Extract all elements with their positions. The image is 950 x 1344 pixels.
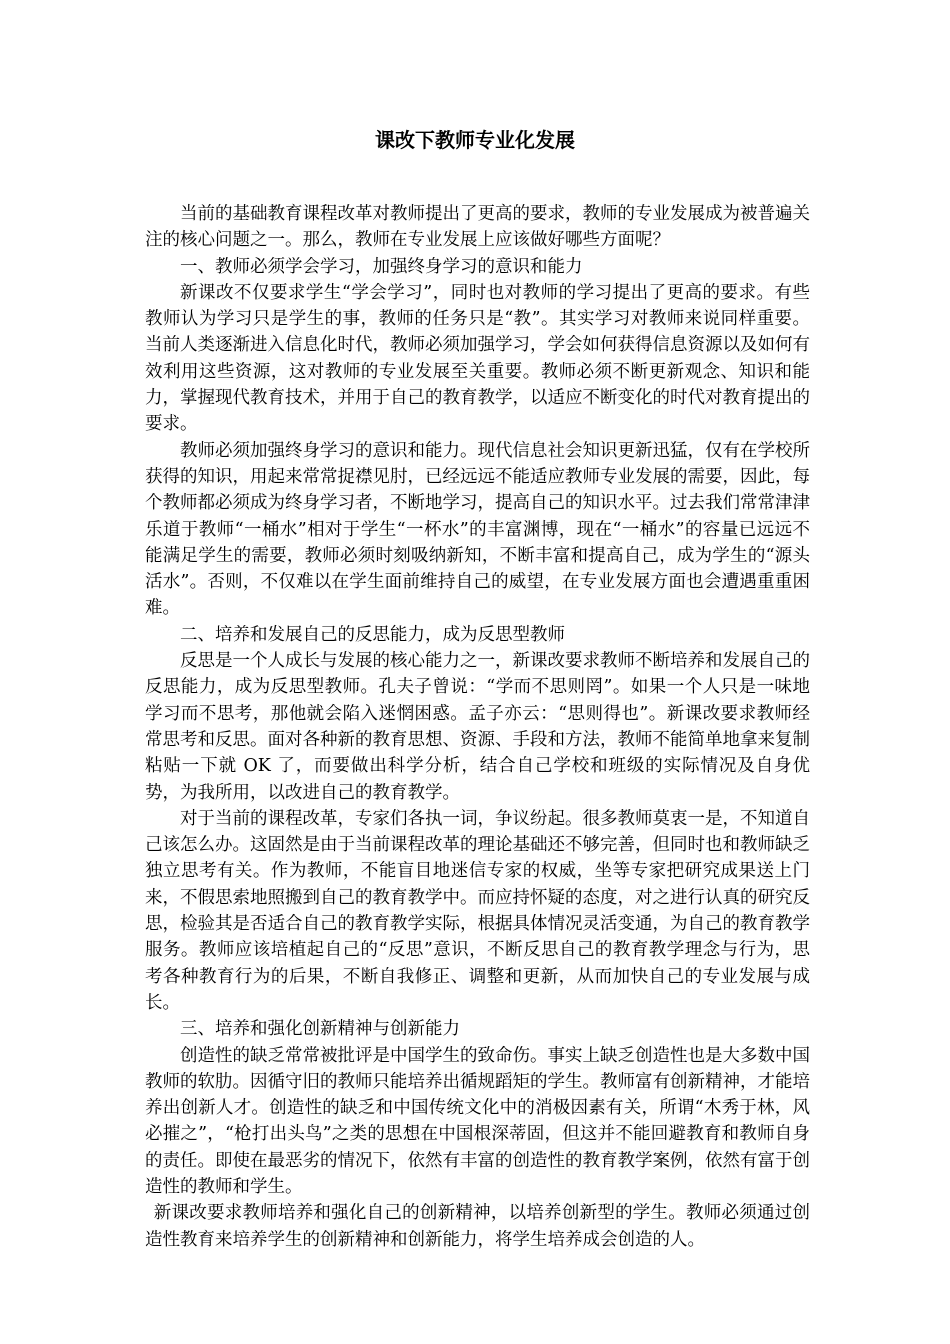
section-heading-1: 一、教师必须学会学习，加强终身学习的意识和能力 [180, 256, 583, 277]
section-heading-3: 三、培养和强化创新精神与创新能力 [180, 1019, 460, 1040]
body-paragraph: 新课改不仅要求学生“学会学习”，同时也对教师的学习提出了更高的要求。有些教师认为学习只是学生的事，教师的任务只是“教”。其实学习对教师来说同样重要。当前人类逐渐进入信息化时代，教师必须加强学习，学会如何获得信息资源以及如何有效利用这些资源，这对教师的专业发展至关重要。教师必须不断更新观念、知识和能力，掌握现代教育技术，并用于自己的教育教学，以适应不断变化的时代对教育提出的要求。 [145, 282, 810, 435]
body-paragraph: 新课改要求教师培养和强化自己的创新精神，以培养创新型的学生。教师必须通过创造性教育来培养学生的创新精神和创新能力，将学生培养成会创造的人。 [145, 1203, 810, 1250]
body-paragraph: 对于当前的课程改革，专家们各执一词，争议纷起。很多教师莫衷一是，不知道自己该怎么办。这固然是由于当前课程改革的理论基础还不够完善，但同时也和教师缺乏独立思考有关。作为教师，不能盲目地迷信专家的权威，坐等专家把研究成果送上门来，不假思索地照搬到自己的教育教学中。而应持怀疑的态度，对之进行认真的研究反思，检验其是否适合自己的教育教学实际，根据具体情况灵活变通，为自己的教育教学服务。教师应该培植起自己的“反思”意识，不断反思自己的教育教学理念与行为，思考各种教育行为的后果，不断自我修正、调整和更新，从而加快自己的专业发展与成长。 [145, 808, 810, 1013]
body-paragraph: 教师必须加强终身学习的意识和能力。现代信息社会知识更新迅猛，仅有在学校所获得的知识，用起来常常捉襟见肘，已经远远不能适应教师专业发展的需要，因此，每个教师都必须成为终身学习者，不断地学习，提高自己的知识水平。过去我们常常津津乐道于教师“一桶水”相对于学生“一杯水”的丰富渊博，现在“一桶水”的容量已远远不能满足学生的需要，教师必须时刻吸纳新知，不断丰富和提高自己，成为学生的“源头活水”。否则，不仅难以在学生面前维持自己的威望，在专业发展方面也会遭遇重重困难。 [145, 440, 810, 619]
section-heading-2: 二、培养和发展自己的反思能力，成为反思型教师 [180, 624, 565, 645]
intro-paragraph: 当前的基础教育课程改革对教师提出了更高的要求，教师的专业发展成为被普遍关注的核心问题之一。那么，教师在专业发展上应该做好哪些方面呢？ [145, 204, 810, 251]
body-paragraph: 反思是一个人成长与发展的核心能力之一，新课改要求教师不断培养和发展自己的反思能力，成为反思型教师。孔夫子曾说：“学而不思则罔”。如果一个人只是一味地学习而不思考，那他就会陷入迷惘困惑。孟子亦云：“思则得也”。新课改要求教师经常思考和反思。面对各种新的教育思想、资源、手段和方法，教师不能简单地拿来复制粘贴一下就 OK 了，而要做出科学分析，结合自己学校和班级的实际情况及自身优势，为我所用，以改进自己的教育教学。 [145, 651, 810, 803]
document-title: 课改下教师专业化发展 [375, 128, 575, 152]
document-body [145, 201, 810, 1253]
body-paragraph: 创造性的缺乏常常被批评是中国学生的致命伤。事实上缺乏创造性也是大多数中国教师的软肋。因循守旧的教师只能培养出循规蹈矩的学生。教师富有创新精神，才能培养出创新人才。创造性的缺乏和中国传统文化中的消极因素有关，所谓“木秀于林，风必摧之”，“枪打出头鸟”之类的思想在中国根深蒂固，但这并不能回避教育和教师自身的责任。即使在最恶劣的情况下，依然有丰富的创造性的教育教学案例，依然有富于创造性的教师和学生。 [145, 1045, 810, 1197]
